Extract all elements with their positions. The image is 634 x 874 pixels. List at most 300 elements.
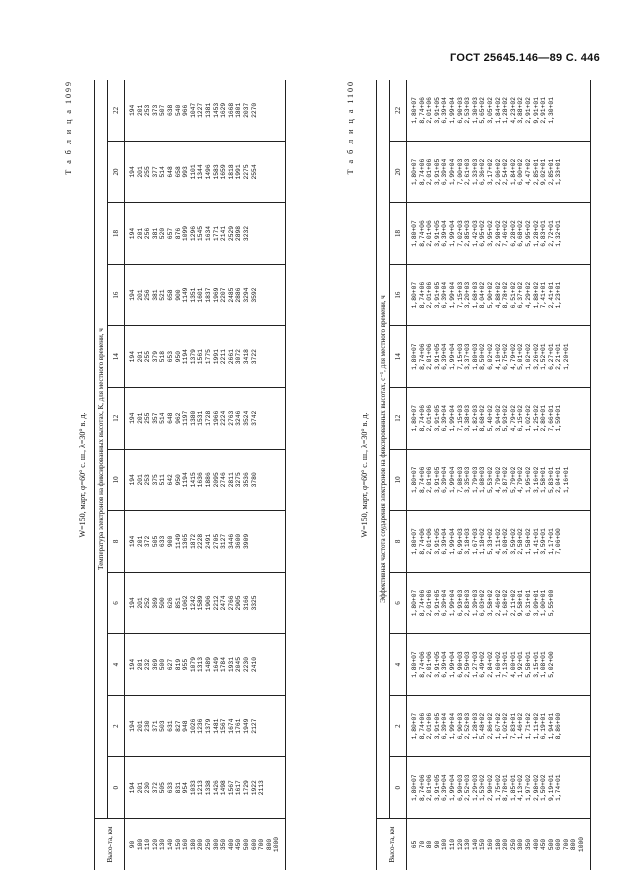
table-cell: 2763 <box>227 410 235 426</box>
table-cell: 1,99+04 <box>448 405 456 432</box>
altitude-cell: 350 <box>220 838 228 851</box>
table-cell: 3742 <box>250 410 258 426</box>
table-cell: 3,91+05 <box>433 589 441 617</box>
table-cell: 5,90+02 <box>486 281 494 309</box>
altitude-cell: 110 <box>448 838 456 851</box>
table-cell: 3,05+02 <box>486 97 494 124</box>
table-cell: 6,90+03 <box>456 774 464 801</box>
table-cell: 7,15+03 <box>456 281 464 309</box>
hour-header: 20 <box>390 142 406 204</box>
table-cell: 7,15+03 <box>456 405 464 432</box>
table-cell: 633 <box>166 782 174 794</box>
table-cell: 2224 <box>220 410 228 426</box>
table-cell: 900 <box>166 535 174 548</box>
table-cell: 3,94+02 <box>494 405 502 432</box>
value-column <box>125 325 285 387</box>
table-cell: 1649 <box>212 657 220 673</box>
table-cell: 638 <box>166 104 174 117</box>
table-cell: 4,88+02 <box>494 281 502 309</box>
table-cell: 1991 <box>235 164 243 180</box>
table-cell: 648 <box>166 412 174 424</box>
table-cell: 6,39+04 <box>441 281 449 309</box>
altitude-cell: 120 <box>456 838 464 851</box>
table-cell: 8,74+06 <box>418 220 426 247</box>
altitude-cell: 200 <box>197 838 205 851</box>
table-cell: 3166 <box>242 595 250 611</box>
table-cell: 6,39+04 <box>441 774 449 801</box>
table-cell: 8,74+06 <box>418 158 426 186</box>
altitude-cell: 180 <box>189 838 197 851</box>
table-cell: 2211 <box>220 349 228 365</box>
table-cell: 194 <box>129 720 136 732</box>
table-cell: 256 <box>144 289 152 301</box>
table-cell: 2,01+06 <box>426 466 434 494</box>
table-cell: 2,21+01 <box>555 343 563 370</box>
page-header: ГОСТ 25645.146—89 С. 446 <box>450 52 600 64</box>
hour-header: 14 <box>108 326 124 388</box>
table-cell: 1872 <box>189 533 197 549</box>
table-cell: 1,79+03 <box>471 466 479 494</box>
table-cell: 5,58+01 <box>524 651 532 678</box>
table-cell: 955 <box>182 658 190 671</box>
altitude-cell: 500 <box>242 838 250 851</box>
table-cell: 511 <box>159 474 167 486</box>
table-cell: 851 <box>174 597 182 609</box>
table-cell: 1,42+03 <box>471 220 479 247</box>
table-cell: 2230 <box>242 657 250 673</box>
table-cell: 1313 <box>197 657 205 673</box>
table-cell: 6,39+04 <box>441 158 449 186</box>
table-cell: 3,59+02 <box>509 528 517 555</box>
table-cell: 357 <box>151 412 159 424</box>
table-cell: 831 <box>174 782 182 794</box>
table-cell: 1949 <box>242 718 250 734</box>
table-cell: 3,91+05 <box>433 158 441 186</box>
table-cell: 1,92+01 <box>517 651 525 678</box>
table-cell: 1379 <box>189 349 197 365</box>
table-cell: 8,68+02 <box>479 405 487 432</box>
table-cell: 2,01+06 <box>426 97 434 124</box>
table-cell: 1,58+01 <box>540 466 548 494</box>
table-cell: 1213 <box>197 780 205 796</box>
table-cell: 2886 <box>235 287 243 303</box>
table-cell: 1,17+01 <box>547 528 555 555</box>
table-cell: 6,27+01 <box>547 343 555 370</box>
table-cell: 1922 <box>250 780 258 796</box>
table-cell: 3524 <box>242 410 250 426</box>
table-cell: 1,80+03 <box>471 343 479 370</box>
table-cell: 642 <box>166 474 174 486</box>
table-cell: 2,84+02 <box>486 651 494 678</box>
table-cell: 6,90+03 <box>456 712 464 740</box>
table-cell: 1728 <box>204 410 212 426</box>
table-cell: 369 <box>151 597 159 609</box>
header-right <box>377 80 406 818</box>
table-cell: 2095 <box>212 472 220 488</box>
table-cell: 2905 <box>235 595 243 611</box>
table-cell: 1496 <box>204 164 212 180</box>
table-cell: 1,71+02 <box>524 712 532 740</box>
value-column <box>125 387 285 449</box>
table-cell: 6,90+03 <box>456 97 464 124</box>
altitude-cell: 450 <box>235 838 243 851</box>
table-cell: 954 <box>182 782 190 794</box>
table-cell: 2,06+02 <box>494 158 502 186</box>
altitude-cell: 800 <box>570 838 578 851</box>
header-right <box>95 80 124 818</box>
table-cell: 1242 <box>189 595 197 611</box>
table-cell: 230 <box>144 782 152 794</box>
table-cell: 9,02+01 <box>540 158 548 186</box>
altitude-cell: 150 <box>174 838 182 851</box>
table-cell: 252 <box>144 597 152 609</box>
value-column <box>125 141 285 203</box>
table-cell: 3,26+02 <box>532 343 540 370</box>
table-cell: 381 <box>151 289 159 301</box>
table-cell: 379 <box>151 351 159 363</box>
table-cell: 2,01+06 <box>426 405 434 432</box>
table-cell: 4,10+02 <box>494 343 502 370</box>
table-cell: 1,80+07 <box>411 97 418 124</box>
table-cell: 8,74+06 <box>418 405 426 432</box>
altitude-cell: 120 <box>151 838 159 851</box>
table-cell: 1,67+03 <box>471 528 479 555</box>
altitude-cell: 80 <box>426 840 434 849</box>
table-cell: 201 <box>136 658 144 671</box>
table-cell: 1,80+07 <box>411 651 418 678</box>
table-cell: 2485 <box>227 287 235 303</box>
table-cell: 1,80+07 <box>411 158 418 186</box>
table-cell: 1,80+07 <box>411 589 418 617</box>
table-cell: 1149 <box>182 287 190 303</box>
table-cell: 2474 <box>220 595 228 611</box>
table-cell: 1966 <box>212 410 220 426</box>
table-cell: 3,18+03 <box>464 528 472 555</box>
table-cell: 1062 <box>182 595 190 611</box>
altitude-cell: 90 <box>433 840 441 849</box>
table-cell: 1,74+01 <box>555 774 563 801</box>
altitude-cell: 200 <box>502 838 510 851</box>
table-cell: 1729 <box>242 780 250 796</box>
table-cell: 2,01+06 <box>426 281 434 309</box>
table-cell: 3294 <box>242 287 250 303</box>
table-cell: 1931 <box>227 657 235 673</box>
altitude-cell: 65 <box>411 840 418 849</box>
table-cell: 5,93+02 <box>502 405 510 432</box>
table-number: Т а б л и ц а 1100 <box>346 80 355 175</box>
altitude-cell: 300 <box>212 838 220 851</box>
table-cell: 1567 <box>220 718 228 734</box>
table-cell: 1,60+02 <box>494 651 502 678</box>
altitude-cell: 180 <box>494 838 502 851</box>
table-cell: 507 <box>159 104 167 117</box>
table-cell: 1837 <box>204 287 212 303</box>
table-cell: 3,87+02 <box>502 466 510 494</box>
table-cell: 1047 <box>189 102 197 118</box>
table-cell: 7,13+01 <box>502 651 510 678</box>
table-cell: 1,99+04 <box>448 651 456 678</box>
table-cell: 381 <box>151 227 159 240</box>
table-cell: 1453 <box>212 102 220 118</box>
table-cell: 8,74+06 <box>418 97 426 124</box>
table-cell: 1801 <box>235 102 243 118</box>
table-cell: 1194 <box>182 349 190 365</box>
table-cell: 1,23+01 <box>555 281 563 309</box>
table-cell: 2,58+02 <box>517 528 525 555</box>
table-cell: 1531 <box>197 410 205 426</box>
table-cell: 2270 <box>250 102 258 118</box>
table-cell: 194 <box>129 412 136 424</box>
table-cell: 6,49+02 <box>479 651 487 678</box>
table-cell: 4,00+01 <box>509 651 517 678</box>
table-cell: 1629 <box>220 102 228 118</box>
table-cell: 3246 <box>235 410 243 426</box>
table-cell: 6,39+04 <box>441 466 449 494</box>
table-cell: 3600 <box>235 533 243 549</box>
table-cell: 3,88+02 <box>517 97 525 124</box>
table-cell: 993 <box>182 166 190 178</box>
table-cell: 6,51+02 <box>509 281 517 309</box>
table-cell: 1,99+04 <box>448 281 456 309</box>
table-cell: 5,95+02 <box>524 220 532 247</box>
altitude-column <box>407 818 590 870</box>
table-cell: 7,41+01 <box>540 281 548 309</box>
table-cell: 1079 <box>189 657 197 673</box>
hour-header: 0 <box>394 785 402 790</box>
table-cell: 3,58+02 <box>486 589 494 617</box>
table-cell: 2766 <box>227 595 235 611</box>
table-cell: 255 <box>144 412 152 424</box>
table-cell: 2,01+06 <box>426 220 434 247</box>
altitude-cell: 250 <box>204 838 212 851</box>
table-cell: 1351 <box>189 287 197 303</box>
table-cell: 2,59+03 <box>464 651 472 678</box>
hour-header: 0 <box>112 785 120 790</box>
table-cell: 2127 <box>250 718 258 734</box>
value-column <box>125 756 285 818</box>
rotated-content <box>64 80 624 870</box>
table-cell: 8,50+02 <box>479 343 487 370</box>
table-cell: 1,84+02 <box>509 158 517 186</box>
table-cell: 1,80+07 <box>411 528 418 555</box>
table-cell: 2661 <box>227 349 235 365</box>
table-cell: 8,74+06 <box>418 528 426 555</box>
table-cell: 2705 <box>212 533 220 549</box>
value-column <box>407 449 590 511</box>
value-column <box>125 572 285 634</box>
table-cell: 1,25+02 <box>532 405 540 432</box>
table-cell: 1,99+04 <box>448 774 456 801</box>
table-cell: 1227 <box>197 102 205 118</box>
value-column <box>407 695 590 757</box>
table-cell: 1,84+02 <box>494 97 502 124</box>
table-cell: 8,74+06 <box>418 651 426 678</box>
table-cell: 194 <box>129 104 136 117</box>
table-cell: 1338 <box>204 780 212 796</box>
table-cell: 2,98+02 <box>494 220 502 247</box>
table-cell: 194 <box>129 227 136 240</box>
table-cell: 1,80+07 <box>411 281 418 309</box>
value-column <box>125 695 285 757</box>
table-cell: 2,85+01 <box>547 158 555 186</box>
table-cell: 6,15+02 <box>517 405 525 432</box>
value-column <box>407 572 590 634</box>
table-cell: 1,28+02 <box>502 97 510 124</box>
table-cell: 2207 <box>220 287 228 303</box>
table-cell: 2,86+02 <box>486 712 494 740</box>
table-cell: 6,39+04 <box>441 97 449 124</box>
table-cell: 1784 <box>220 657 228 673</box>
table-cell: 1617 <box>235 780 243 796</box>
table-cell: 2529 <box>227 225 235 242</box>
table-cell: 5,02+00 <box>547 651 555 678</box>
table-cell: 255 <box>144 166 152 178</box>
altitude-cell: 110 <box>144 838 152 851</box>
table-cell: 1498 <box>220 780 228 796</box>
table-cell: 2,85+03 <box>464 220 472 247</box>
table-cell: 6,99+03 <box>456 528 464 555</box>
table-cell: 631 <box>166 720 174 732</box>
table-cell: 5,83+01 <box>547 466 555 494</box>
table-cell: 1,18+02 <box>479 528 487 555</box>
table-cell: 627 <box>166 658 174 671</box>
table-cell: 4,23+02 <box>509 97 517 124</box>
table-cell: 1,50+02 <box>540 774 548 801</box>
table-cell: 633 <box>159 535 167 548</box>
table-cell: 4,79+02 <box>509 343 517 370</box>
table-header <box>95 80 125 870</box>
table-cell: 1,16+01 <box>562 466 570 494</box>
table-cell: 3,15+01 <box>532 651 540 678</box>
altitude-cell: 160 <box>182 838 190 851</box>
hour-header: 8 <box>390 511 406 573</box>
altitude-cell: 130 <box>464 838 472 851</box>
table-cell: 1,99+04 <box>448 220 456 247</box>
value-column <box>407 80 590 141</box>
table-cell: 1,41+01 <box>532 528 540 555</box>
table-cell: 2,01+06 <box>426 528 434 555</box>
table-cell: 2,01+06 <box>426 589 434 617</box>
table-cell: 1,68+03 <box>471 281 479 309</box>
table-cell: 201 <box>136 535 144 548</box>
table-cell: 1775 <box>204 349 212 365</box>
hour-header: 22 <box>390 80 406 142</box>
altitude-header: Высо-та, км <box>377 818 406 870</box>
altitude-header: Высо-та, км <box>95 818 124 870</box>
table-cell: 230 <box>144 720 152 732</box>
table-cell: 1,99+04 <box>448 528 456 555</box>
data-table <box>376 80 591 870</box>
hour-header: 10 <box>108 450 124 512</box>
altitude-cell: 1000 <box>273 836 281 853</box>
table-cell: 3,91+05 <box>433 220 441 247</box>
table-cell: 1365 <box>182 533 190 549</box>
table-cell: 1,67+02 <box>494 712 502 740</box>
altitude-cell: 500 <box>547 838 555 851</box>
hour-header: 4 <box>390 634 406 696</box>
table-cell: 8,74+06 <box>418 466 426 494</box>
table-cell: 1,53+02 <box>479 774 487 801</box>
table-cell: 1,88+02 <box>532 281 540 309</box>
table-cell: 1761 <box>235 718 243 734</box>
table-cell: 3,91+05 <box>433 774 441 801</box>
table-cell: 194 <box>129 535 136 548</box>
table-cell: 5,40+02 <box>486 405 494 432</box>
table-cell: 201 <box>136 782 144 794</box>
table-cell: 1426 <box>212 780 220 796</box>
table-cell: 1,80+07 <box>411 774 418 801</box>
table-cell: 256 <box>144 227 152 240</box>
table-cell: 2,52+03 <box>464 712 472 740</box>
table-cell: 194 <box>129 658 136 671</box>
table-cell: 1583 <box>212 164 220 180</box>
table-cell: 2,01+06 <box>426 712 434 740</box>
value-column <box>125 633 285 695</box>
table-cell: 8,74+06 <box>418 281 426 309</box>
table-cell: 3,91+05 <box>433 343 441 370</box>
table-cell: 8,74+06 <box>418 343 426 370</box>
table-cell: 7,02+03 <box>456 220 464 247</box>
table-cell: 1,85+01 <box>509 774 517 801</box>
value-column <box>407 756 590 818</box>
table-cell: 4,47+02 <box>524 158 532 186</box>
table-cell: 6,02+02 <box>486 343 494 370</box>
value-column <box>407 202 590 264</box>
table-cell: 1886 <box>204 472 212 488</box>
table-cell: 2,61+03 <box>464 158 472 186</box>
table-cell: 1415 <box>189 472 197 488</box>
table-subtitle: Температура электронов на фиксированных высотах, К, для местного времени, ч <box>95 80 108 818</box>
table-cell: 1,28+02 <box>532 220 540 247</box>
table-cell: 1,75+02 <box>494 774 502 801</box>
table-cell: 514 <box>159 166 167 178</box>
table-cell: 1,30+03 <box>471 97 479 124</box>
table-cell: 4,79+02 <box>517 466 525 494</box>
table-cell: 2,54+02 <box>502 158 510 186</box>
table-cell: 1991 <box>212 349 220 365</box>
table-cell: 1381 <box>204 102 212 118</box>
table-cell: 4,29+02 <box>524 281 532 309</box>
table-cell: 201 <box>136 720 144 732</box>
table-cell: 2045 <box>235 657 243 673</box>
altitude-cell: 350 <box>524 838 532 851</box>
table-cell: 1149 <box>174 533 182 549</box>
table-cell: 3,91+05 <box>433 97 441 124</box>
table-cell: 1561 <box>197 349 205 365</box>
table-cell: 900 <box>174 289 182 301</box>
table-cell: 1,33+03 <box>471 158 479 186</box>
table-cell: 6,75+02 <box>502 343 510 370</box>
table-cell: 1,59+01 <box>555 405 563 432</box>
table-cell: 2491 <box>204 533 212 549</box>
table-body <box>125 80 285 870</box>
altitude-cell: 150 <box>479 838 487 851</box>
table-cell: 2410 <box>250 657 258 673</box>
hour-header: 16 <box>108 265 124 327</box>
table-cell: 2746 <box>220 472 228 488</box>
table-cell: 8,74+06 <box>418 589 426 617</box>
table-cell: 3,37+03 <box>464 343 472 370</box>
table-cell: 3,91+05 <box>433 281 441 309</box>
table-cell: 8,04+02 <box>479 281 487 309</box>
table-cell: 521 <box>159 289 167 301</box>
table-cell: 2,85+01 <box>532 158 540 186</box>
altitude-cell: 700 <box>562 838 570 851</box>
altitude-cell: 100 <box>136 838 144 851</box>
table-cell: 3,35+03 <box>464 466 472 494</box>
table-cell: 518 <box>159 351 167 363</box>
table-cell: 2,98+02 <box>532 774 540 801</box>
